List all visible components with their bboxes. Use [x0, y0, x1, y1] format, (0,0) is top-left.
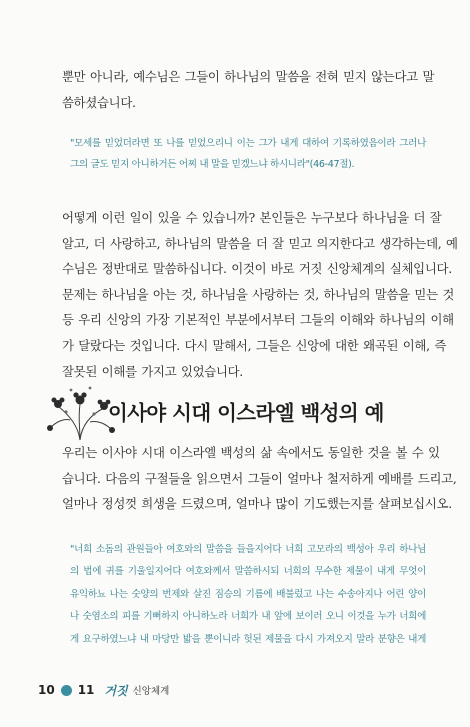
quote-line: "모세를 믿었더라면 또 나를 믿었으리니 이는 그가 내게 대하여 기록하였음이라 그러나: [70, 138, 426, 149]
paragraph-1: [62, 64, 434, 115]
quote-line: 게 요구하였느냐 내 마당만 밟을 뿐이니라 헛된 제물을 다시 가져오지 말라 분향은 내게: [70, 633, 426, 645]
paragraph-line: 우리는 이사야 시대 이스라엘 백성의 삶 속에서도 동일한 것을 볼 수 있: [62, 445, 440, 460]
section-heading-block: [40, 378, 440, 442]
book-title-brand: 거짓: [104, 683, 128, 698]
paragraph-line: 문제는 하나님을 아는 것, 하나님을 사랑하는 것, 하나님의 말씀을 믿는 것: [62, 286, 455, 302]
paragraph-line: 수님은 정반대로 말씀하십니다. 이것이 바로 거짓 신앙체계의 실체입니다.: [62, 261, 452, 277]
quote-line: 그의 글도 믿지 아니하거든 어찌 내 말을 믿겠느냐 하시니라"(46-47절).: [70, 159, 355, 171]
page-dot-icon: [61, 685, 72, 696]
paragraph-line: 등 우리 신앙의 가장 기본적인 부분에서부터 그들의 이해와 하나님의 이해: [62, 312, 454, 328]
section-heading: 이사야 시대 이스라엘 백성의 예: [108, 401, 384, 425]
page-number-right: 11: [77, 683, 95, 697]
quote-line: 나 숫염소의 피를 기뻐하지 아니하노라 너희가 내 앞에 보이러 오니 이것을 누가 너희에: [70, 611, 426, 623]
paragraph-line: 뿐만 아니라, 예수님은 그들이 하나님의 말씀을 전혀 믿지 않는다고 말: [62, 69, 435, 84]
paragraph-line: 얼마나 정성껏 희생을 드렸으며, 얼마나 많이 기도했는지를 살펴보십시오.: [62, 496, 452, 512]
paragraph-2: [62, 205, 458, 384]
paragraph-3: [62, 440, 457, 517]
page-number-left: 10: [38, 683, 55, 697]
book-title-subtitle: 신앙체계: [132, 686, 170, 697]
scripture-quote-1: [70, 133, 426, 176]
paragraph-line: 습니다. 다음의 구절들을 읽으면서 그들이 얼마나 철저하게 예배를 드리고,: [62, 470, 457, 486]
paragraph-line: 잘못된 이해를 가지고 있었습니다.: [62, 363, 243, 379]
scripture-quote-2: [70, 539, 426, 651]
paragraph-line: 알고, 더 사랑하고, 하나님의 말씀을 더 잘 믿고 의지한다고 생각하는데, 예: [62, 235, 458, 251]
quote-line: 유익하뇨 나는 숫양의 번제와 살진 짐승의 기름에 배불렀고 나는 수송아지나 어린 양이: [70, 588, 426, 600]
paragraph-line: 씀하셨습니다.: [62, 94, 136, 110]
quote-line: "너희 소돔의 관원들아 여호와의 말씀을 들을지어다 너희 고모라의 백성아 우리 하나님: [70, 544, 426, 555]
paragraph-line: 어떻게 이런 일이 있을 수 있습니까? 본인들은 누구보다 하나님을 더 잘: [62, 210, 442, 225]
quote-line: 의 법에 귀를 기울일지어다 여호와께서 말씀하시되 너희의 무수한 제물이 내게 무엇이: [70, 566, 426, 578]
page-footer: [38, 680, 169, 700]
paragraph-line: 가 달랐다는 것입니다. 다시 말해서, 그들은 신앙에 대한 왜곡된 이해, 즉: [62, 337, 447, 353]
